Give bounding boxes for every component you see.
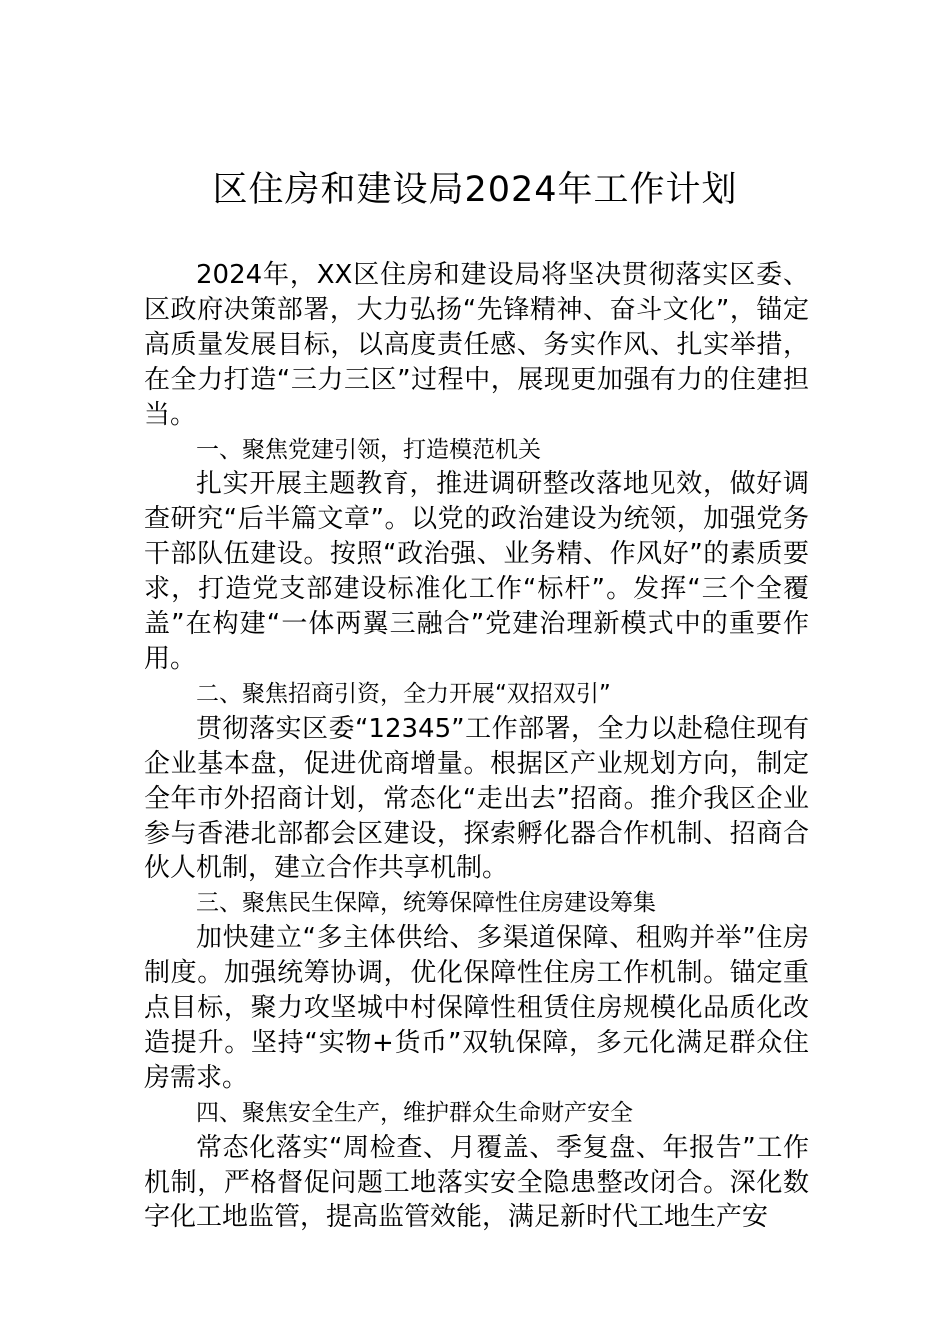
document-title: 区住房和建设局2024年工作计划 [212,170,738,210]
section-heading-2: 二、聚焦招商引资，全力开展“双招双引” [196,680,611,707]
section-heading-1: 一、聚焦党建引领，打造模范机关 [196,436,541,463]
section-body-3: 加快建立“多主体供给、多渠道保障、租购并举”住房制度。加强统筹协调，优化保障性住房工作机制。锚定重点目标，聚力攻坚城中村保障性租赁住房规模化品质化改造提升。坚持“实物+货币”双轨保障，多元化满足群众住房需求。 [144,923,809,1093]
section-heading-3: 三、聚焦民生保障，统筹保障性住房建设筹集 [196,890,656,917]
document-body [144,258,809,1235]
section-body-2: 贯彻落实区委“12345”工作部署，全力以赴稳住现有企业基本盘，促进优商增量。根据区产业规划方向，制定全年市外招商计划，常态化“走出去”招商。推介我区企业参与香港北部都会区建设，探索孵化器合作机制、招商合伙人机制，建立合作共享机制。 [144,713,809,884]
section-body-4: 常态化落实“周检查、月覆盖、季复盘、年报告”工作机制，严格督促问题工地落实安全隐患整改闭合。深化数字化工地监管，提高监管效能，满足新时代工地生产安 [144,1132,809,1233]
section-heading-4: 四、聚焦安全生产，维护群众生命财产安全 [196,1099,633,1126]
intro-paragraph: 2024年，XX区住房和建设局将坚决贯彻落实区委、区政府决策部署，大力弘扬“先锋精神、奋斗文化”，锚定高质量发展目标，以高度责任感、务实作风、扎实举措，在全力打造“三力三区”过程中，展现更加强有力的住建担当。 [144,260,809,430]
section-body-1: 扎实开展主题教育，推进调研整改落地见效，做好调查研究“后半篇文章”。以党的政治建设为统领，加强党务干部队伍建设。按照“政治强、业务精、作风好”的素质要求，打造党支部建设标准化工作“标杆”。发挥“三个全覆盖”在构建“一体两翼三融合”党建治理新模式中的重要作用。 [144,469,809,674]
